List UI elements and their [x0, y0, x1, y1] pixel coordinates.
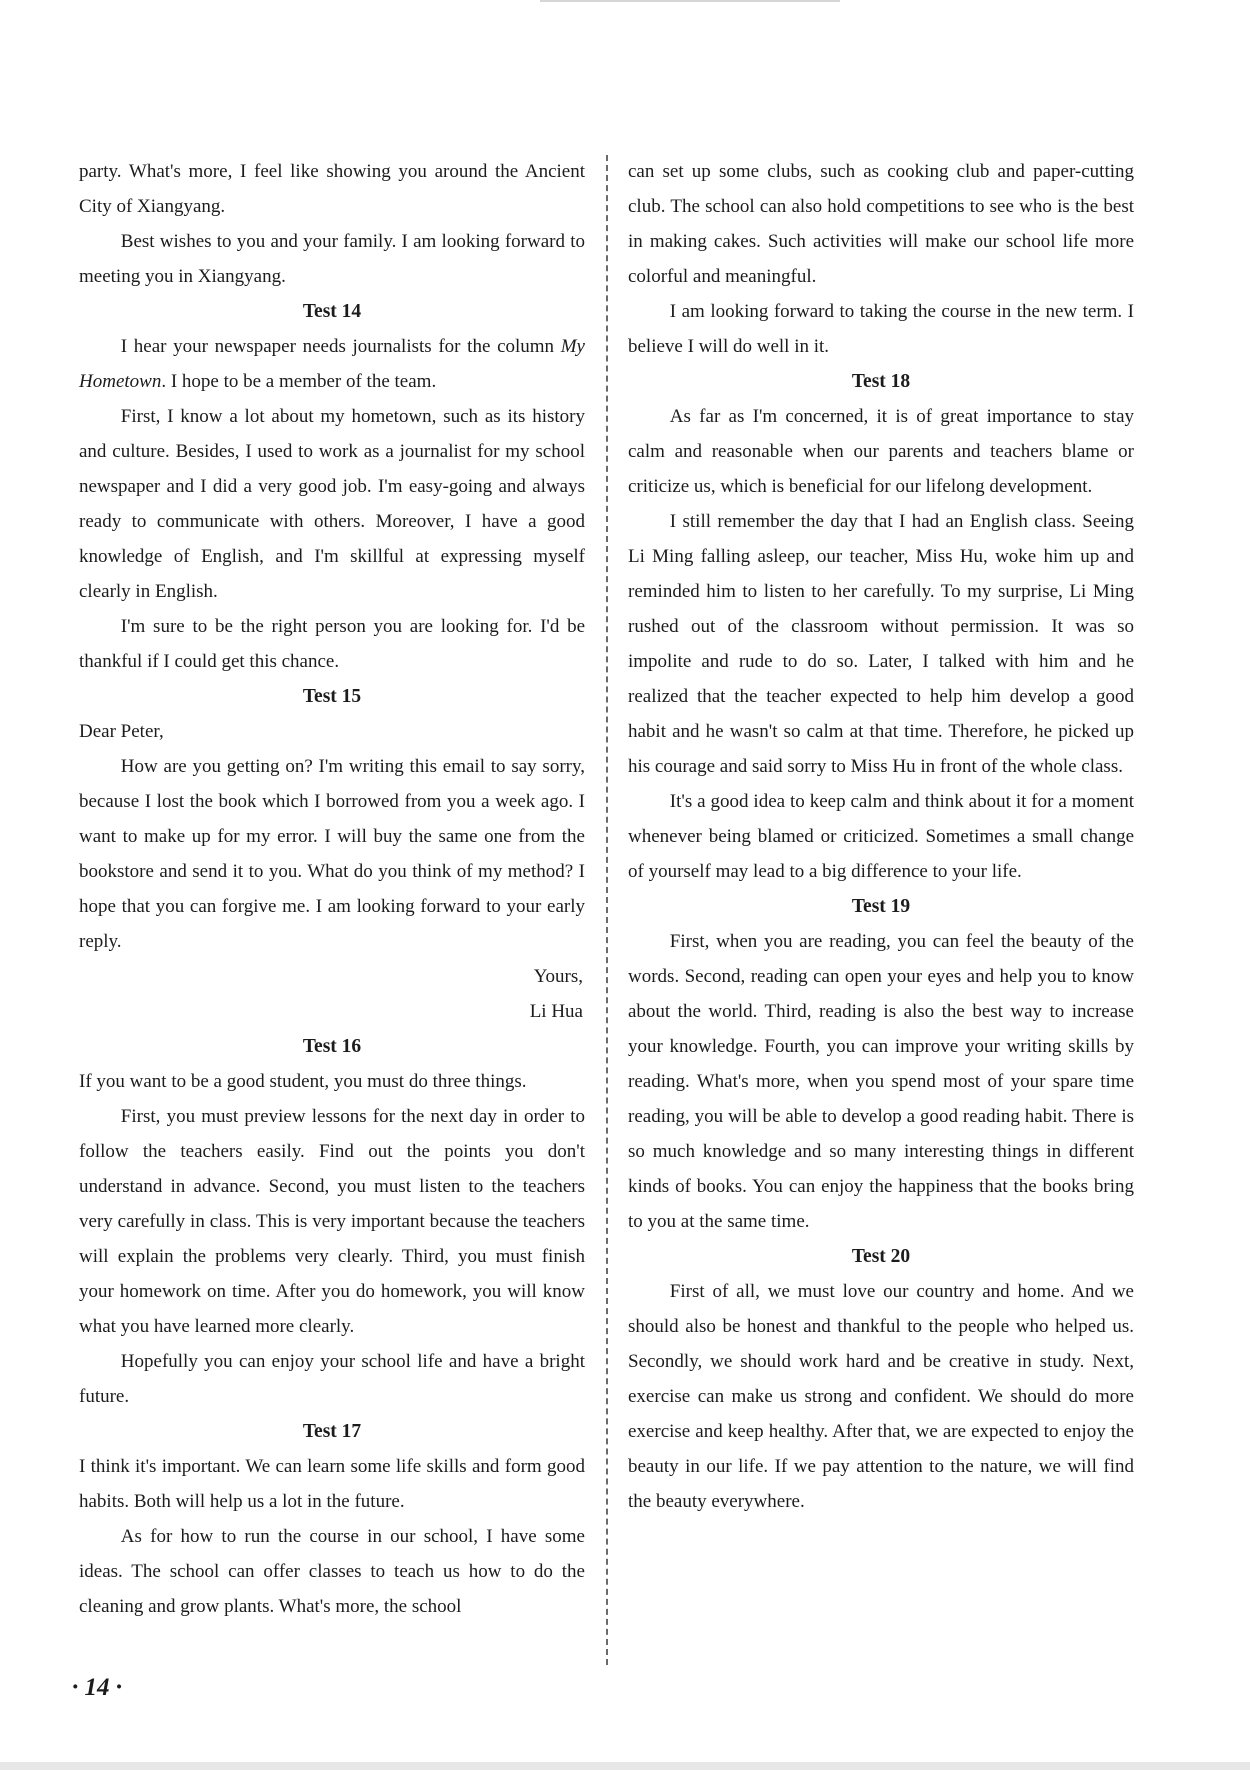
- paragraph: First, when you are reading, you can feel the beauty of the words. Second, reading can open your eyes and help you to know about the world. Third, reading is also the best way to increase your knowledge. Fourth, you can improve your writing skills by reading. What's more, when you spend most of your spare time reading, you will be able to develop a good reading habit. There is so much knowledge and so many interesting things in different kinds of books. You can enjoy the happiness that the books bring to you at the same time.: [628, 931, 1134, 1232]
- paragraph: First, I know a lot about my hometown, such as its history and culture. Besides, I used to work as a journalist for my school newspaper and I did a very good job. I'm easy-going and always ready to communicate with others. Moreover, I have a good knowledge of English, and I'm skillful at expressing myself clearly in English.: [79, 406, 585, 602]
- paragraph: Li Hua: [529, 1001, 583, 1022]
- paragraph: I am looking forward to taking the course in the new term. I believe I will do well in it.: [628, 301, 1134, 357]
- paragraph: First, you must preview lessons for the next day in order to follow the teachers easily. Find out the points you don't understand in advance. Second, you must listen to the teachers very carefully in class. This is very important because the teachers will explain the problems very clearly. Third, you must finish your homework on time. After you do homework, you will know what you have learned more clearly.: [79, 1106, 585, 1337]
- paragraph-text: . I hope to be a member of the team.: [161, 371, 437, 392]
- top-rule: [540, 0, 840, 2]
- paragraph: Hopefully you can enjoy your school life and have a bright future.: [79, 1351, 585, 1407]
- right-column: [628, 154, 1134, 1519]
- paragraph-text: I hear your newspaper needs journalists for the column: [120, 336, 561, 357]
- test-heading: Test 19: [851, 896, 911, 917]
- test-heading: Test 20: [851, 1246, 911, 1267]
- paragraph: Yours,: [533, 966, 583, 987]
- column-divider: [606, 155, 608, 1665]
- paragraph: It's a good idea to keep calm and think about it for a moment whenever being blamed or criticized. Sometimes a small change of yourself may lead to a big difference to your life.: [628, 791, 1134, 882]
- test-heading: Test 16: [302, 1036, 362, 1057]
- paragraph: [79, 329, 585, 399]
- bottom-band: [0, 1762, 1250, 1770]
- paragraph: How are you getting on? I'm writing this email to say sorry, because I lost the book which I borrowed from you a week ago. I want to make up for my error. I will buy the same one from the bookstore and send it to you. What do you think of my method? I hope that you can forgive me. I am looking forward to your early reply.: [79, 756, 585, 952]
- paragraph: If you want to be a good student, you must do three things.: [79, 1071, 527, 1092]
- paragraph: I think it's important. We can learn some life skills and form good habits. Both will help us a lot in the future.: [79, 1456, 585, 1512]
- paragraph: First of all, we must love our country and home. And we should also be honest and thankful to the people who helped us. Secondly, we should work hard and be creative in study. Next, exercise can make us strong and confident. We should do more exercise and keep healthy. After that, we are expected to enjoy the beauty in our life. If we pay attention to the nature, we will find the beauty everywhere.: [628, 1281, 1134, 1512]
- paragraph: I'm sure to be the right person you are looking for. I'd be thankful if I could get this chance.: [79, 616, 585, 672]
- test-heading: Test 17: [302, 1421, 362, 1442]
- paragraph: Best wishes to you and your family. I am looking forward to meeting you in Xiangyang.: [79, 231, 585, 287]
- column-title-italic: My Hometown: [79, 336, 585, 392]
- test-heading: Test 15: [302, 686, 362, 707]
- test-heading: Test 18: [851, 371, 911, 392]
- page-number: · 14 ·: [72, 1674, 122, 1701]
- paragraph: Dear Peter,: [79, 721, 164, 742]
- paragraph: I still remember the day that I had an English class. Seeing Li Ming falling asleep, our teacher, Miss Hu, woke him up and reminded him to listen to her carefully. To my surprise, Li Ming rushed out of the classroom without permission. It was so impolite and rude to do so. Later, I talked with him and he realized that the teacher expected to help him develop a good habit and he wasn't so calm at that time. Therefore, he picked up his courage and said sorry to Miss Hu in front of the whole class.: [628, 511, 1134, 777]
- test-heading: Test 14: [302, 301, 362, 322]
- paragraph: As for how to run the course in our school, I have some ideas. The school can offer classes to teach us how to do the cleaning and grow plants. What's more, the school: [79, 1526, 585, 1617]
- left-column: [79, 154, 585, 1624]
- paragraph: can set up some clubs, such as cooking club and paper-cutting club. The school can also hold competitions to see who is the best in making cakes. Such activities will make our school life more colorful and meaningful.: [628, 161, 1134, 287]
- paragraph: As far as I'm concerned, it is of great importance to stay calm and reasonable when our parents and teachers blame or criticize us, which is beneficial for our lifelong development.: [628, 406, 1134, 497]
- paragraph: party. What's more, I feel like showing you around the Ancient City of Xiangyang.: [79, 161, 585, 217]
